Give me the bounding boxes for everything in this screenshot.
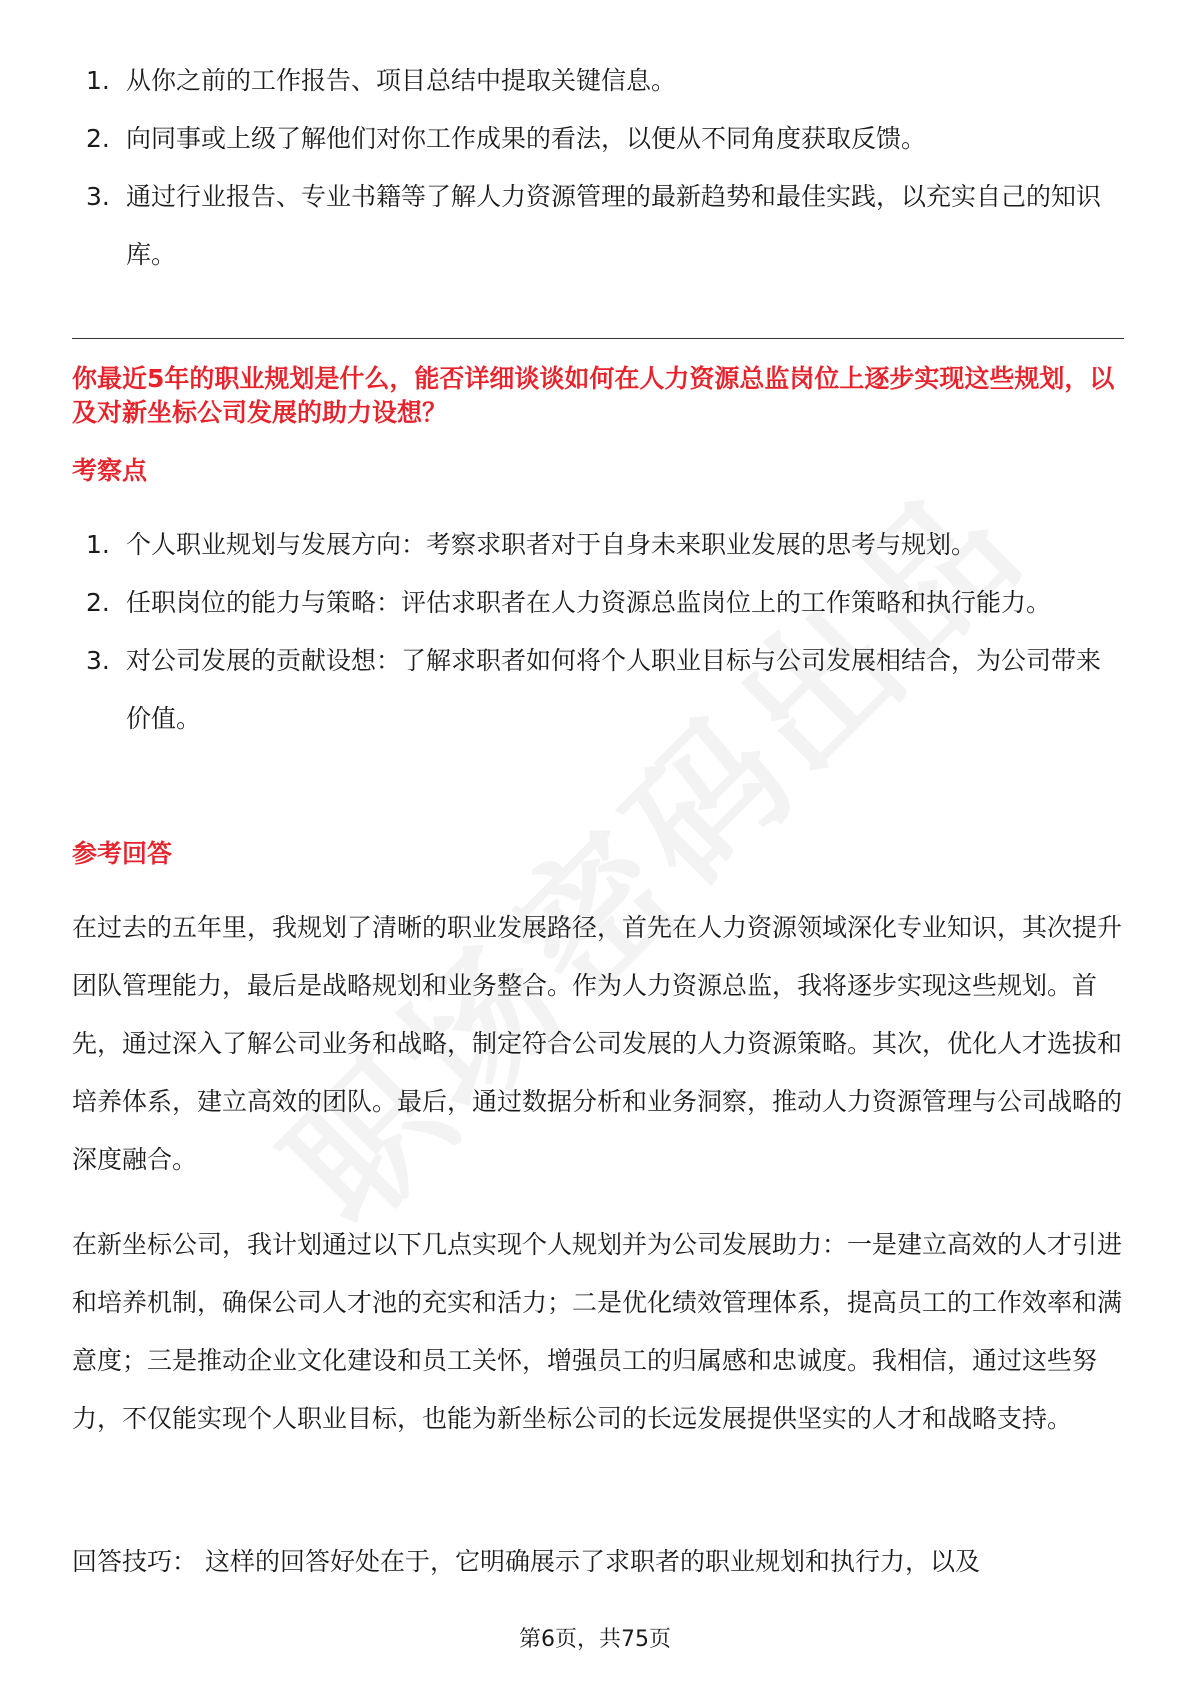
list-item-number: 3. bbox=[86, 182, 110, 211]
list-item-text: 个人职业规划与发展方向：考察求职者对于自身未来职业发展的思考与规划。 bbox=[126, 530, 977, 559]
section-heading-answer: 参考回答 bbox=[72, 839, 173, 868]
answer-tips: 回答技巧： 这样的回答好处在于，它明确展示了求职者的职业规划和执行力，以及 bbox=[72, 1547, 980, 1576]
list-item-text: 通过行业报告、专业书籍等了解人力资源管理的最新趋势和最佳实践，以充实自己的知识库。 bbox=[126, 182, 1102, 269]
list-item-text: 任职岗位的能力与策略：评估求职者在人力资源总监岗位上的工作策略和执行能力。 bbox=[126, 588, 1052, 617]
list-item bbox=[72, 168, 1122, 284]
page-number: 第6页，共75页 bbox=[519, 1627, 671, 1652]
answer-paragraph: 在新坐标公司，我计划通过以下几点实现个人规划并为公司发展助力：一是建立高效的人才引进和培养机制，确保公司人才池的充实和活力；二是优化绩效管理体系，提高员工的工作效率和满意度；三是推动企业文化建设和员工关怀，增强员工的归属感和忠诚度。我相信，通过这些努力，不仅能实现个人职业目标，也能为新坐标公司的长远发展提供坚实的人才和战略支持。 bbox=[72, 1230, 1123, 1433]
list-item bbox=[72, 632, 1122, 748]
answer-paragraph: 在过去的五年里，我规划了清晰的职业发展路径，首先在人力资源领域深化专业知识，其次提升团队管理能力，最后是战略规划和业务整合。作为人力资源总监，我将逐步实现这些规划。首先，通过深入了解公司业务和战略，制定符合公司发展的人力资源策略。其次，优化人才选拔和培养体系，建立高效的团队。最后，通过数据分析和业务洞察，推动人力资源管理与公司战略的深度融合。 bbox=[72, 913, 1123, 1174]
interview-question: 你最近5年的职业规划是什么，能否详细谈谈如何在人力资源总监岗位上逐步实现这些规划，以及对新坐标公司发展的助力设想？ bbox=[72, 364, 1115, 427]
tips-list bbox=[72, 52, 1122, 284]
evaluation-points-list bbox=[72, 516, 1122, 748]
list-item-number: 3. bbox=[86, 646, 110, 675]
section-heading-points: 考察点 bbox=[72, 456, 148, 485]
section-divider bbox=[72, 338, 1124, 339]
list-item-number: 2. bbox=[86, 124, 110, 153]
list-item-text: 对公司发展的贡献设想：了解求职者如何将个人职业目标与公司发展相结合，为公司带来价值。 bbox=[126, 646, 1102, 733]
list-item-number: 1. bbox=[86, 530, 110, 559]
list-item bbox=[72, 516, 1122, 574]
list-item-number: 2. bbox=[86, 588, 110, 617]
list-item bbox=[72, 110, 1122, 168]
list-item-text: 向同事或上级了解他们对你工作成果的看法，以便从不同角度获取反馈。 bbox=[126, 124, 927, 153]
list-item-number: 1. bbox=[86, 66, 110, 95]
list-item-text: 从你之前的工作报告、项目总结中提取关键信息。 bbox=[126, 66, 677, 95]
list-item bbox=[72, 52, 1122, 110]
list-item bbox=[72, 574, 1122, 632]
